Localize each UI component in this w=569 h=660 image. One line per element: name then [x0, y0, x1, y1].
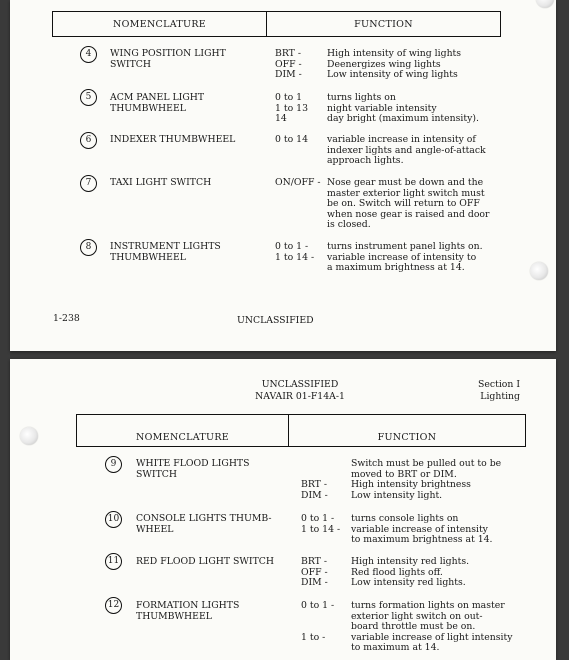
- page-header: [240, 379, 360, 403]
- item-number: 8: [80, 239, 97, 256]
- document-id: NAVAIR 01-F14A-1: [255, 391, 345, 402]
- punch-hole: [530, 262, 548, 280]
- classification-footer: UNCLASSIFIED: [237, 315, 314, 326]
- item-values: 0 to 14: [275, 134, 308, 145]
- item-function: turns console lights on variable increase of intensity to maximum brightness at 14.: [351, 513, 493, 546]
- section-title: Lighting: [480, 391, 520, 402]
- item-values: BRT - DIM -: [301, 479, 328, 501]
- item-name: TAXI LIGHT SWITCH: [110, 177, 212, 188]
- document-page-1: [10, 0, 556, 351]
- header-function: FUNCTION: [288, 415, 525, 446]
- item-name: WING POSITION LIGHT SWITCH: [110, 48, 226, 70]
- item-name: CONSOLE LIGHTS THUMB- WHEEL: [136, 513, 272, 535]
- punch-hole: [536, 0, 554, 8]
- classification-header: UNCLASSIFIED: [261, 379, 339, 390]
- item-number: 11: [105, 553, 122, 570]
- table-header: [76, 414, 526, 447]
- item-values: BRT - OFF - DIM -: [275, 48, 302, 81]
- item-number: 9: [105, 456, 122, 473]
- item-function: Nose gear must be down and the master exterior light switch must be on. Switch will return to OFF when nose gear is raised and door is closed.: [327, 177, 490, 231]
- document-page-2: [10, 359, 556, 660]
- item-number: 10: [105, 511, 122, 528]
- punch-hole: [20, 427, 38, 445]
- item-function: Switch must be pulled out to be moved to BRT or DIM. High intensity brightness Low intensity light.: [351, 458, 502, 501]
- item-number: 12: [105, 597, 122, 614]
- item-function: High intensity of wing lights Deenergizes wing lights Low intensity of wing lights: [327, 48, 462, 81]
- item-function: turns formation lights on master exterior light switch on out- board throttle must be on. variable increase of light intensity to maximum at 14.: [351, 600, 513, 654]
- item-values: 0 to 1 1 to 13 14: [275, 92, 308, 125]
- table-header: [52, 11, 501, 37]
- item-number: 4: [80, 46, 97, 63]
- item-name: INSTRUMENT LIGHTS THUMBWHEEL: [110, 241, 221, 263]
- page-number: 1-238: [53, 313, 80, 324]
- item-name: FORMATION LIGHTS THUMBWHEEL: [136, 600, 240, 622]
- item-function: High intensity red lights. Red flood lights off. Low intensity red lights.: [351, 556, 470, 589]
- item-name: WHITE FLOOD LIGHTS SWITCH: [136, 458, 250, 480]
- section-number: Section I: [478, 379, 520, 390]
- item-number: 7: [80, 175, 97, 192]
- section-label: [450, 379, 520, 403]
- item-number: 6: [80, 132, 97, 149]
- item-values: 0 to 1 - 1 to 14 -: [301, 513, 341, 535]
- item-values: BRT - OFF - DIM -: [301, 556, 328, 589]
- item-values: ON/OFF -: [275, 177, 321, 188]
- header-nomenclature: NOMENCLATURE: [112, 18, 207, 30]
- header-nomenclature: NOMENCLATURE: [135, 432, 230, 443]
- item-name: RED FLOOD LIGHT SWITCH: [136, 556, 275, 567]
- item-name: INDEXER THUMBWHEEL: [110, 134, 236, 145]
- item-function: variable increase in intensity of indexer lights and angle-of-attack approach lights.: [327, 134, 486, 167]
- item-number: 5: [80, 89, 97, 106]
- item-values: 0 to 1 - 1 to -: [301, 600, 335, 643]
- item-function: turns instrument panel lights on. variable increase of intensity to a maximum brightness at 14.: [327, 241, 483, 274]
- item-name: ACM PANEL LIGHT THUMBWHEEL: [110, 92, 205, 114]
- item-function: turns lights on night variable intensity day bright (maximum intensity).: [327, 92, 479, 125]
- item-values: 0 to 1 - 1 to 14 -: [275, 241, 315, 263]
- header-function: FUNCTION: [266, 12, 500, 36]
